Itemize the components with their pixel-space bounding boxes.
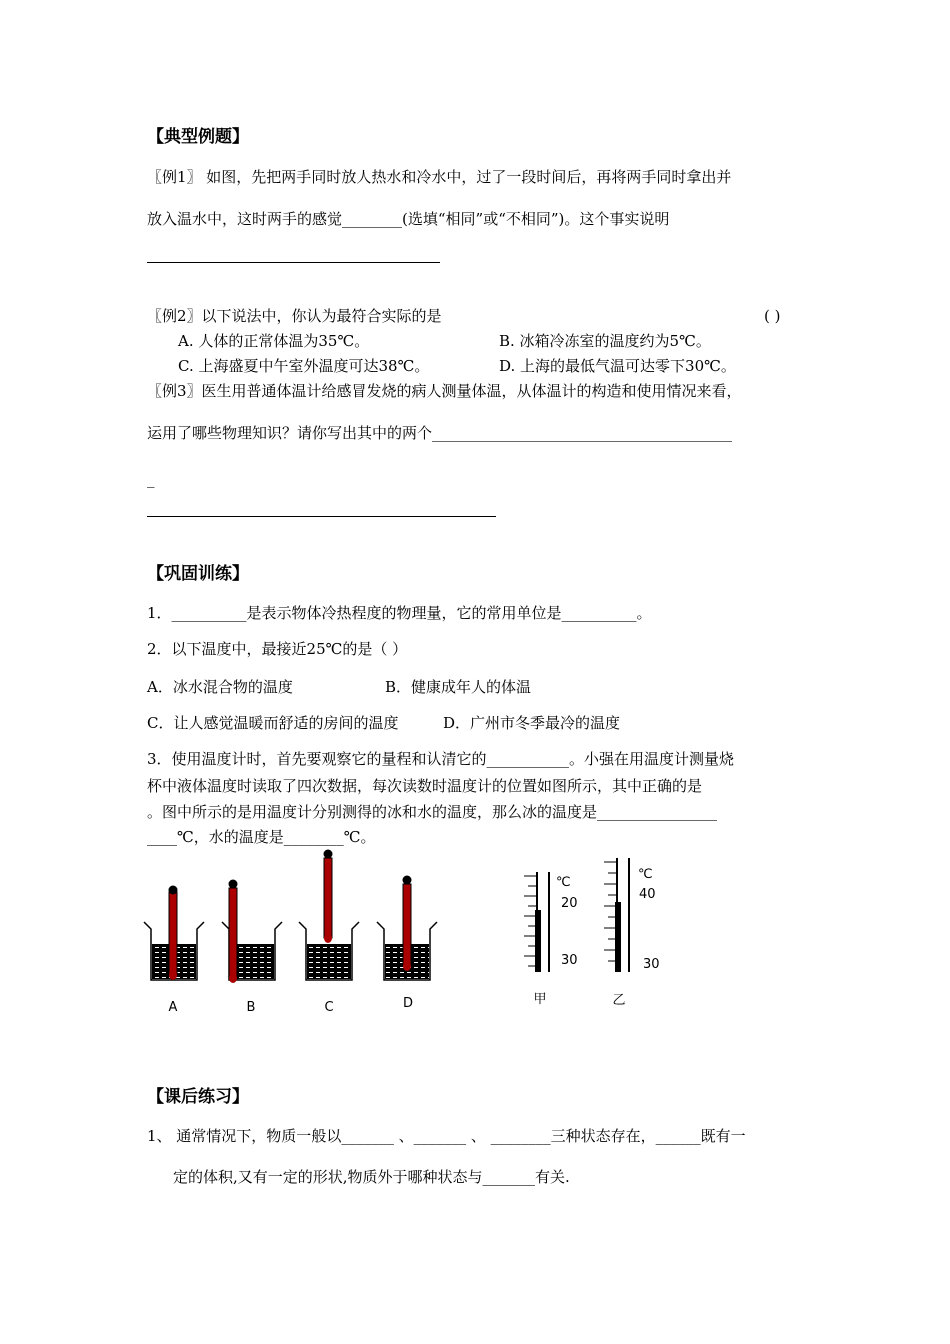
example3-line2: 运用了哪些物理知识？请你写出其中的两个________________________________________ [147, 424, 733, 442]
section-heading-homework: 【课后练习】 [147, 1087, 249, 1107]
practice-q3-line3: 。图中所示的是用温度计分别测得的冰和水的温度，那么冰的温度是________________ [147, 803, 718, 821]
practice-q2-option-b: B．健康成年人的体温 [385, 678, 532, 696]
example3-line1: 〖例3〗医生用普通体温计给感冒发烧的病人测量体温，从体温计的构造和使用情况来看， [147, 382, 742, 400]
example2-option-c: C. 上海盛夏中午室外温度可达38℃。 [178, 357, 430, 375]
practice-q3-line2: 杯中液体温度时读取了四次数据，每次读数时温度计的位置如图所示，其中正确的是 [147, 777, 703, 795]
thermometer-b [229, 880, 238, 984]
example2-option-b: B. 冰箱冷冻室的温度约为5℃。 [499, 332, 711, 350]
thermometer-yi-tick-30: 30 [643, 957, 660, 972]
thermometer-jia-label: 甲 [533, 992, 547, 1007]
example1-line1: 〖例1〗 如图，先把两手同时放人热水和冷水中，过了一段时间后，再将两手同时拿出并 [147, 168, 732, 186]
example3-line3: _ [147, 470, 155, 488]
practice-q3-line1: 3．使用温度计时，首先要观察它的量程和认清它的___________。小强在用温度计测量烧 [147, 750, 735, 768]
thermometer-a [169, 886, 178, 981]
homework-q1-line2: 定的体积,又有一定的形状,物质外于哪种状态与_______有关. [173, 1168, 570, 1186]
section-heading-practice: 【巩固训练】 [147, 564, 249, 584]
thermometer-jia-unit: ℃ [556, 875, 571, 890]
example2-answer-paren: ( ) [764, 307, 781, 325]
beaker-a [144, 886, 204, 981]
practice-q2: 2．以下温度中，最接近25℃的是（ ） [147, 640, 408, 658]
thermometer-d [403, 876, 412, 972]
beakers-thermometers-figure [0, 840, 950, 1020]
thermometer-jia-tick-30: 30 [561, 953, 578, 968]
beaker-label-d: D [402, 996, 414, 1011]
practice-q2-option-d: D．广州市冬季最冷的温度 [443, 714, 621, 732]
beaker-c [299, 850, 359, 981]
thermometer-jia-tick-20: 20 [561, 896, 578, 911]
practice-q1: 1．__________是表示物体冷热程度的物理量，它的常用单位是__________。 [147, 604, 652, 622]
thermometer-jia [524, 872, 549, 972]
practice-q2-option-c: C．让人感觉温暖而舒适的房间的温度 [147, 714, 399, 732]
beaker-label-b: B [246, 1000, 256, 1015]
thermometer-yi-unit: ℃ [638, 867, 653, 882]
thermometer-yi-tick-40: 40 [639, 887, 656, 902]
practice-q3-line4: ____℃，水的温度是________℃。 [147, 828, 376, 846]
example2-option-a: A. 人体的正常体温为35℃。 [178, 332, 370, 350]
example1-line2: 放入温水中，这时两手的感觉________(选填“相同”或“不相同”)。这个事实说明 [147, 210, 670, 228]
thermometer-yi-label: 乙 [612, 993, 626, 1008]
example2-stem: 〖例2〗以下说法中，你认为最符合实际的是 [147, 307, 442, 325]
example2-option-d: D. 上海的最低气温可达零下30℃。 [499, 357, 736, 375]
beaker-label-a: A [168, 1000, 178, 1015]
section-heading-examples: 【典型例题】 [147, 127, 249, 147]
homework-q1-line1: 1、 通常情况下，物质一般以_______ 、_______ 、 ________三种状态存在，______既有一 [147, 1127, 746, 1145]
answer-blank-line [147, 262, 440, 263]
beaker-b [222, 880, 282, 984]
thermometer-c [324, 850, 333, 944]
beaker-label-c: C [324, 1000, 334, 1015]
beaker-d [377, 876, 437, 981]
answer-blank-line [147, 516, 496, 517]
thermometer-yi [604, 858, 629, 972]
practice-q2-option-a: A．冰水混合物的温度 [147, 678, 293, 696]
